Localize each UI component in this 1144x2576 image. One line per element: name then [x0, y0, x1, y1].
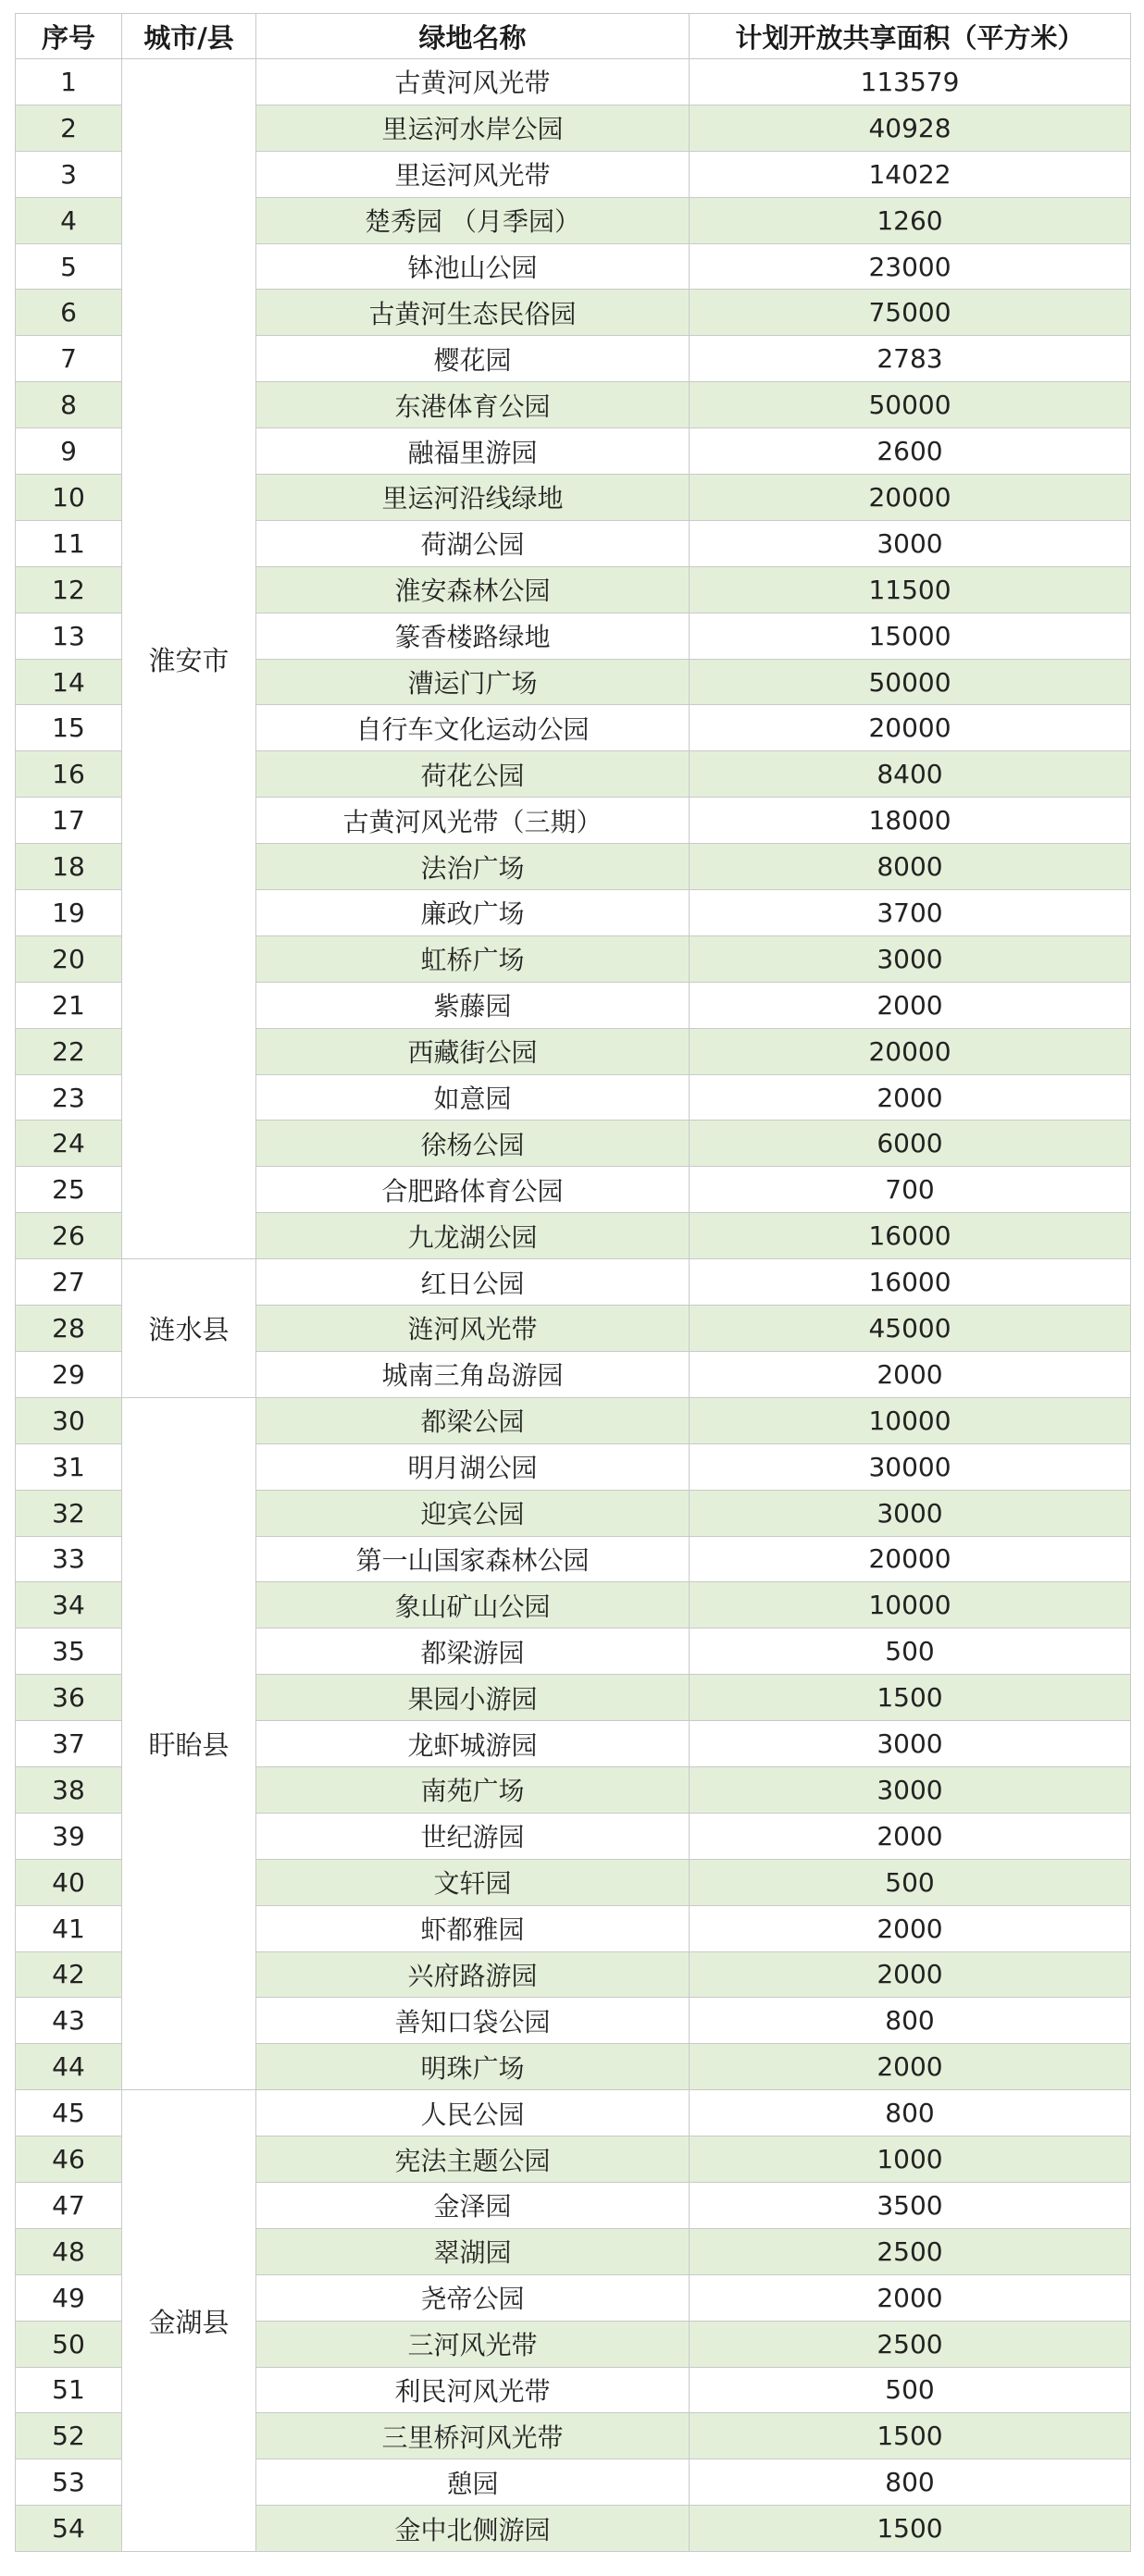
planned-area: 11500	[690, 566, 1131, 613]
green-space-name: 虹桥广场	[256, 935, 690, 982]
green-space-name: 都梁游园	[256, 1629, 690, 1675]
green-space-name: 荷花公园	[256, 751, 690, 798]
row-index: 48	[16, 2228, 122, 2274]
green-space-name: 金中北侧游园	[256, 2506, 690, 2552]
row-index: 42	[16, 1951, 122, 1998]
planned-area: 16000	[690, 1259, 1131, 1306]
planned-area: 700	[690, 1167, 1131, 1213]
green-space-name: 善知口袋公园	[256, 1998, 690, 2044]
planned-area: 2000	[690, 2044, 1131, 2090]
table-body	[16, 59, 1131, 2552]
planned-area: 8400	[690, 751, 1131, 798]
planned-area: 8000	[690, 844, 1131, 890]
green-space-name: 第一山国家森林公园	[256, 1536, 690, 1582]
row-index: 47	[16, 2182, 122, 2228]
table-row	[16, 59, 1131, 105]
planned-area: 3700	[690, 890, 1131, 936]
city-cell: 涟水县	[122, 1259, 256, 1398]
green-space-name: 廉政广场	[256, 890, 690, 936]
green-space-name: 龙虾城游园	[256, 1721, 690, 1767]
planned-area: 800	[690, 2459, 1131, 2506]
green-space-name: 融福里游园	[256, 428, 690, 475]
planned-area: 3000	[690, 1490, 1131, 1536]
row-index: 18	[16, 844, 122, 890]
planned-area: 6000	[690, 1121, 1131, 1167]
green-space-name: 憩园	[256, 2459, 690, 2506]
row-index: 9	[16, 428, 122, 475]
green-space-name: 兴府路游园	[256, 1951, 690, 1998]
planned-area: 1500	[690, 2506, 1131, 2552]
row-index: 13	[16, 613, 122, 659]
planned-area: 20000	[690, 1028, 1131, 1074]
green-space-name: 红日公园	[256, 1259, 690, 1306]
planned-area: 2000	[690, 1951, 1131, 1998]
planned-area: 1000	[690, 2136, 1131, 2183]
row-index: 21	[16, 982, 122, 1028]
row-index: 22	[16, 1028, 122, 1074]
row-index: 27	[16, 1259, 122, 1306]
planned-area: 18000	[690, 798, 1131, 844]
green-space-name: 西藏街公园	[256, 1028, 690, 1074]
green-space-name: 里运河沿线绿地	[256, 475, 690, 521]
green-space-name: 如意园	[256, 1074, 690, 1121]
row-index: 2	[16, 105, 122, 151]
planned-area: 23000	[690, 243, 1131, 290]
green-space-name: 自行车文化运动公园	[256, 705, 690, 751]
planned-area: 2000	[690, 2274, 1131, 2321]
row-index: 38	[16, 1766, 122, 1813]
green-space-table	[15, 13, 1131, 2552]
green-space-name: 宪法主题公园	[256, 2136, 690, 2183]
planned-area: 40928	[690, 105, 1131, 151]
planned-area: 2000	[690, 1074, 1131, 1121]
green-space-name: 楚秀园 （月季园）	[256, 197, 690, 243]
green-space-table-sheet	[15, 13, 1130, 2552]
row-index: 28	[16, 1306, 122, 1352]
planned-area: 30000	[690, 1443, 1131, 1490]
city-cell: 金湖县	[122, 2090, 256, 2552]
planned-area: 2783	[690, 336, 1131, 382]
header-city: 城市/县	[122, 14, 256, 59]
row-index: 31	[16, 1443, 122, 1490]
green-space-name: 东港体育公园	[256, 382, 690, 428]
row-index: 52	[16, 2413, 122, 2459]
row-index: 34	[16, 1582, 122, 1629]
row-index: 15	[16, 705, 122, 751]
header-index: 序号	[16, 14, 122, 59]
row-index: 19	[16, 890, 122, 936]
planned-area: 75000	[690, 290, 1131, 336]
green-space-name: 里运河风光带	[256, 151, 690, 197]
row-index: 25	[16, 1167, 122, 1213]
row-index: 16	[16, 751, 122, 798]
row-index: 50	[16, 2321, 122, 2367]
planned-area: 1500	[690, 1675, 1131, 1721]
green-space-name: 世纪游园	[256, 1813, 690, 1859]
green-space-name: 篆香楼路绿地	[256, 613, 690, 659]
planned-area: 800	[690, 2090, 1131, 2136]
row-index: 17	[16, 798, 122, 844]
row-index: 30	[16, 1397, 122, 1443]
green-space-name: 涟河风光带	[256, 1306, 690, 1352]
row-index: 41	[16, 1905, 122, 1951]
planned-area: 500	[690, 2367, 1131, 2413]
row-index: 12	[16, 566, 122, 613]
row-index: 54	[16, 2506, 122, 2552]
green-space-name: 人民公园	[256, 2090, 690, 2136]
table-header	[16, 14, 1131, 59]
planned-area: 14022	[690, 151, 1131, 197]
row-index: 6	[16, 290, 122, 336]
green-space-name: 明月湖公园	[256, 1443, 690, 1490]
row-index: 46	[16, 2136, 122, 2183]
planned-area: 500	[690, 1859, 1131, 1905]
city-cell: 淮安市	[122, 59, 256, 1259]
row-index: 20	[16, 935, 122, 982]
planned-area: 20000	[690, 705, 1131, 751]
green-space-name: 都梁公园	[256, 1397, 690, 1443]
planned-area: 500	[690, 1629, 1131, 1675]
planned-area: 2600	[690, 428, 1131, 475]
green-space-name: 三河风光带	[256, 2321, 690, 2367]
planned-area: 3000	[690, 520, 1131, 566]
planned-area: 1260	[690, 197, 1131, 243]
green-space-name: 城南三角岛游园	[256, 1351, 690, 1397]
header-row	[16, 14, 1131, 59]
row-index: 24	[16, 1121, 122, 1167]
green-space-name: 金泽园	[256, 2182, 690, 2228]
planned-area: 15000	[690, 613, 1131, 659]
row-index: 5	[16, 243, 122, 290]
row-index: 23	[16, 1074, 122, 1121]
green-space-name: 九龙湖公园	[256, 1213, 690, 1259]
green-space-name: 翠湖园	[256, 2228, 690, 2274]
planned-area: 3000	[690, 1721, 1131, 1767]
planned-area: 20000	[690, 1536, 1131, 1582]
planned-area: 50000	[690, 659, 1131, 705]
planned-area: 2000	[690, 982, 1131, 1028]
green-space-name: 樱花园	[256, 336, 690, 382]
planned-area: 2000	[690, 1905, 1131, 1951]
table-row	[16, 1397, 1131, 1443]
green-space-name: 南苑广场	[256, 1766, 690, 1813]
planned-area: 2500	[690, 2321, 1131, 2367]
planned-area: 50000	[690, 382, 1131, 428]
row-index: 1	[16, 59, 122, 105]
green-space-name: 象山矿山公园	[256, 1582, 690, 1629]
planned-area: 20000	[690, 475, 1131, 521]
table-row	[16, 1259, 1131, 1306]
planned-area: 2000	[690, 1351, 1131, 1397]
row-index: 53	[16, 2459, 122, 2506]
planned-area: 3000	[690, 935, 1131, 982]
green-space-name: 古黄河生态民俗园	[256, 290, 690, 336]
green-space-name: 荷湖公园	[256, 520, 690, 566]
green-space-name: 紫藤园	[256, 982, 690, 1028]
green-space-name: 尧帝公园	[256, 2274, 690, 2321]
planned-area: 10000	[690, 1397, 1131, 1443]
row-index: 39	[16, 1813, 122, 1859]
row-index: 7	[16, 336, 122, 382]
planned-area: 113579	[690, 59, 1131, 105]
row-index: 43	[16, 1998, 122, 2044]
green-space-name: 古黄河风光带	[256, 59, 690, 105]
planned-area: 800	[690, 1998, 1131, 2044]
planned-area: 3500	[690, 2182, 1131, 2228]
row-index: 35	[16, 1629, 122, 1675]
row-index: 11	[16, 520, 122, 566]
city-cell: 盱眙县	[122, 1397, 256, 2089]
row-index: 51	[16, 2367, 122, 2413]
planned-area: 10000	[690, 1582, 1131, 1629]
row-index: 3	[16, 151, 122, 197]
green-space-name: 钵池山公园	[256, 243, 690, 290]
row-index: 8	[16, 382, 122, 428]
green-space-name: 法治广场	[256, 844, 690, 890]
row-index: 40	[16, 1859, 122, 1905]
row-index: 33	[16, 1536, 122, 1582]
row-index: 29	[16, 1351, 122, 1397]
planned-area: 45000	[690, 1306, 1131, 1352]
green-space-name: 合肥路体育公园	[256, 1167, 690, 1213]
green-space-name: 果园小游园	[256, 1675, 690, 1721]
row-index: 37	[16, 1721, 122, 1767]
green-space-name: 古黄河风光带（三期）	[256, 798, 690, 844]
planned-area: 16000	[690, 1213, 1131, 1259]
green-space-name: 淮安森林公园	[256, 566, 690, 613]
header-green-space-name: 绿地名称	[256, 14, 690, 59]
row-index: 49	[16, 2274, 122, 2321]
planned-area: 1500	[690, 2413, 1131, 2459]
planned-area: 2000	[690, 1813, 1131, 1859]
green-space-name: 里运河水岸公园	[256, 105, 690, 151]
row-index: 14	[16, 659, 122, 705]
row-index: 45	[16, 2090, 122, 2136]
green-space-name: 利民河风光带	[256, 2367, 690, 2413]
green-space-name: 迎宾公园	[256, 1490, 690, 1536]
header-planned-area: 计划开放共享面积（平方米）	[690, 14, 1131, 59]
row-index: 10	[16, 475, 122, 521]
table-row	[16, 2090, 1131, 2136]
row-index: 32	[16, 1490, 122, 1536]
green-space-name: 三里桥河风光带	[256, 2413, 690, 2459]
row-index: 4	[16, 197, 122, 243]
row-index: 44	[16, 2044, 122, 2090]
green-space-name: 虾都雅园	[256, 1905, 690, 1951]
green-space-name: 明珠广场	[256, 2044, 690, 2090]
planned-area: 3000	[690, 1766, 1131, 1813]
row-index: 36	[16, 1675, 122, 1721]
green-space-name: 文轩园	[256, 1859, 690, 1905]
green-space-name: 漕运门广场	[256, 659, 690, 705]
green-space-name: 徐杨公园	[256, 1121, 690, 1167]
row-index: 26	[16, 1213, 122, 1259]
planned-area: 2500	[690, 2228, 1131, 2274]
